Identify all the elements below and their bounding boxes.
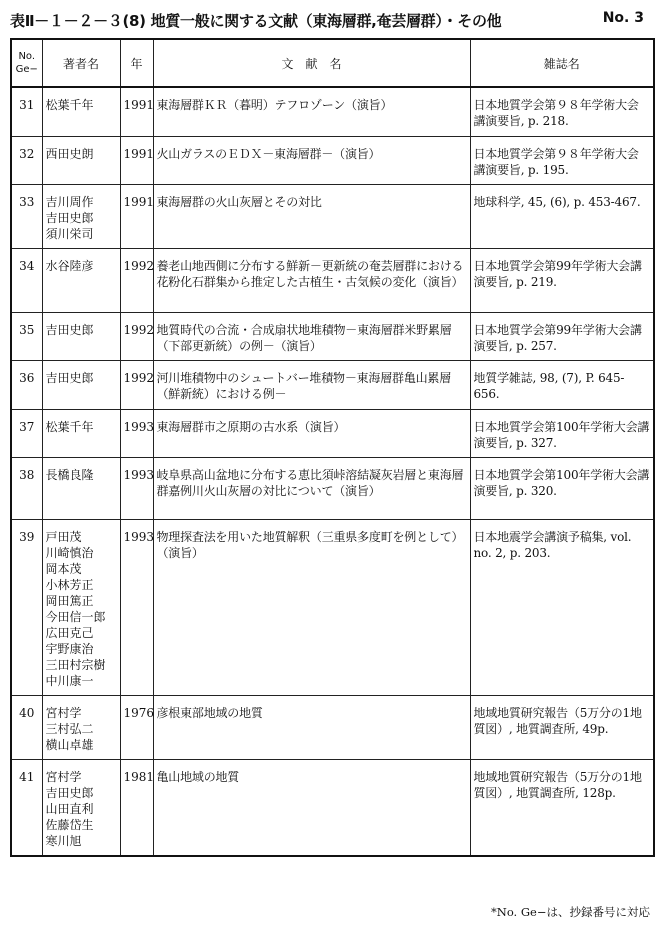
author-name: 宇野康治 xyxy=(45,641,94,656)
author-name: 川崎慎治 xyxy=(45,545,94,560)
entry-journal: 日本地震学会講演予稿集, vol. no. 2, p. 203. xyxy=(470,519,654,695)
entry-year: 1981 xyxy=(120,759,153,856)
entry-journal: 日本地質学会第100年学術大会講演要旨, p. 327. xyxy=(470,409,654,457)
author-name: 吉田史郎 xyxy=(45,322,94,337)
column-header-year: 年 xyxy=(120,39,153,87)
entry-journal: 日本地質学会第100年学術大会講演要旨, p. 320. xyxy=(470,457,654,519)
entry-title: 物理探査法を用いた地質解釈（三重県多度町を例として）（演旨） xyxy=(153,519,470,695)
entry-journal: 地域地質研究報告（5万分の1地質図）, 地質調査所, 128p. xyxy=(470,759,654,856)
column-header-no-line1: No. xyxy=(18,51,36,62)
author-name: 吉田史郎 xyxy=(45,370,94,385)
table-row xyxy=(11,184,654,248)
page-title: 表Ⅱ－１－２－３(8) 地質一般に関する文献（東海層群,奄芸層群）・その他 xyxy=(10,12,502,30)
entry-number: 32 xyxy=(11,136,42,184)
author-name: 今田信一郎 xyxy=(45,609,106,624)
literature-table xyxy=(10,38,655,857)
entry-year: 1976 xyxy=(120,695,153,759)
table-row xyxy=(11,312,654,360)
entry-year: 1991 xyxy=(120,184,153,248)
author-name: 宮村学 xyxy=(45,769,82,784)
entry-journal: 地域地質研究報告（5万分の1地質図）, 地質調査所, 49p. xyxy=(470,695,654,759)
author-name: 戸田茂 xyxy=(45,529,82,544)
column-header-no xyxy=(11,39,42,87)
entry-journal: 地質学雑誌, 98, (7), P. 645-656. xyxy=(470,360,654,409)
table-row xyxy=(11,457,654,519)
author-name: 須川栄司 xyxy=(45,226,94,241)
entry-authors xyxy=(42,409,120,457)
author-name: 広田克己 xyxy=(45,625,94,640)
entry-title: 火山ガラスのＥＤＸ－東海層群－（演旨） xyxy=(153,136,470,184)
author-name: 宮村学 xyxy=(45,705,82,720)
entry-title: 河川堆積物中のシュートバー堆積物－東海層群亀山累層（鮮新統）における例－ xyxy=(153,360,470,409)
footnote: *No. Ge−は、抄録番号に対応 xyxy=(491,905,650,919)
entry-year: 1992 xyxy=(120,248,153,312)
entry-title: 東海層群ＫＲ（暮明）テフロゾーン（演旨） xyxy=(153,87,470,136)
entry-title: 東海層群市之原期の古水系（演旨） xyxy=(153,409,470,457)
table-row xyxy=(11,519,654,695)
column-header-no-line2: Ge− xyxy=(15,64,38,75)
entry-journal: 地球科学, 45, (6), p. 453-467. xyxy=(470,184,654,248)
entry-title: 養老山地西側に分布する鮮新－更新統の奄芸層群における花粉化石群集から推定した古植生・古気候の変化（演旨） xyxy=(153,248,470,312)
entry-title: 東海層群の火山灰層とその対比 xyxy=(153,184,470,248)
entry-authors xyxy=(42,695,120,759)
author-name: 西田史朗 xyxy=(45,146,94,161)
author-name: 松葉千年 xyxy=(45,98,94,112)
entry-year: 1991 xyxy=(120,136,153,184)
entry-authors xyxy=(42,136,120,184)
author-name: 岡本茂 xyxy=(45,561,82,576)
entry-number: 40 xyxy=(11,695,42,759)
author-name: 吉田史郎 xyxy=(45,210,94,225)
column-header-author: 著者名 xyxy=(42,39,120,87)
author-name: 中川康一 xyxy=(45,673,94,688)
entry-number: 39 xyxy=(11,519,42,695)
entry-number: 33 xyxy=(11,184,42,248)
table-row xyxy=(11,87,654,136)
author-name: 吉田史郎 xyxy=(45,785,94,800)
table-header-row xyxy=(11,39,654,87)
entry-number: 36 xyxy=(11,360,42,409)
entry-number: 41 xyxy=(11,759,42,856)
entry-authors xyxy=(42,184,120,248)
author-name: 佐藤岱生 xyxy=(45,817,94,832)
entry-year: 1993 xyxy=(120,409,153,457)
author-name: 三田村宗樹 xyxy=(45,657,106,672)
entry-authors xyxy=(42,312,120,360)
author-name: 長橋良隆 xyxy=(45,467,94,482)
column-header-journal: 雑誌名 xyxy=(470,39,654,87)
entry-number: 35 xyxy=(11,312,42,360)
table-row xyxy=(11,248,654,312)
entry-authors xyxy=(42,87,120,136)
entry-number: 38 xyxy=(11,457,42,519)
entry-authors xyxy=(42,519,120,695)
entry-journal: 日本地質学会第99年学術大会講演要旨, p. 219. xyxy=(470,248,654,312)
entry-authors xyxy=(42,457,120,519)
author-name: 小林芳正 xyxy=(45,577,94,592)
entry-year: 1993 xyxy=(120,519,153,695)
entry-journal: 日本地質学会第９８年学術大会講演要旨, p. 195. xyxy=(470,136,654,184)
entry-title: 地質時代の合流・合成扇状地堆積物－東海層群米野累層（下部更新統）の例－（演旨） xyxy=(153,312,470,360)
entry-title: 亀山地域の地質 xyxy=(153,759,470,856)
table-row xyxy=(11,360,654,409)
table-row xyxy=(11,136,654,184)
entry-number: 34 xyxy=(11,248,42,312)
entry-authors xyxy=(42,248,120,312)
entry-year: 1992 xyxy=(120,312,153,360)
table-row xyxy=(11,695,654,759)
entry-authors xyxy=(42,360,120,409)
author-name: 松葉千年 xyxy=(45,419,94,434)
entry-number: 31 xyxy=(11,87,42,136)
entry-year: 1993 xyxy=(120,457,153,519)
entry-journal: 日本地質学会第９８年学術大会講演要旨, p. 218. xyxy=(470,87,654,136)
entry-authors xyxy=(42,759,120,856)
column-header-title: 文 献 名 xyxy=(153,39,470,87)
page-number: No. 3 xyxy=(602,10,644,26)
entry-year: 1992 xyxy=(120,360,153,409)
entry-journal: 日本地質学会第99年学術大会講演要旨, p. 257. xyxy=(470,312,654,360)
author-name: 水谷陸彦 xyxy=(45,258,94,273)
table-row xyxy=(11,409,654,457)
entry-number: 37 xyxy=(11,409,42,457)
author-name: 横山卓雄 xyxy=(45,737,94,752)
entry-year: 1991 xyxy=(120,87,153,136)
author-name: 吉川周作 xyxy=(45,194,94,209)
author-name: 山田直利 xyxy=(45,801,94,816)
author-name: 寒川旭 xyxy=(45,833,82,848)
entry-title: 岐阜県高山盆地に分布する恵比須峠溶結凝灰岩層と東海層群嘉例川火山灰層の対比について（演旨） xyxy=(153,457,470,519)
author-name: 三村弘二 xyxy=(45,721,94,736)
entry-title: 彦根東部地域の地質 xyxy=(153,695,470,759)
author-name: 岡田篤正 xyxy=(45,593,94,608)
table-row xyxy=(11,759,654,856)
